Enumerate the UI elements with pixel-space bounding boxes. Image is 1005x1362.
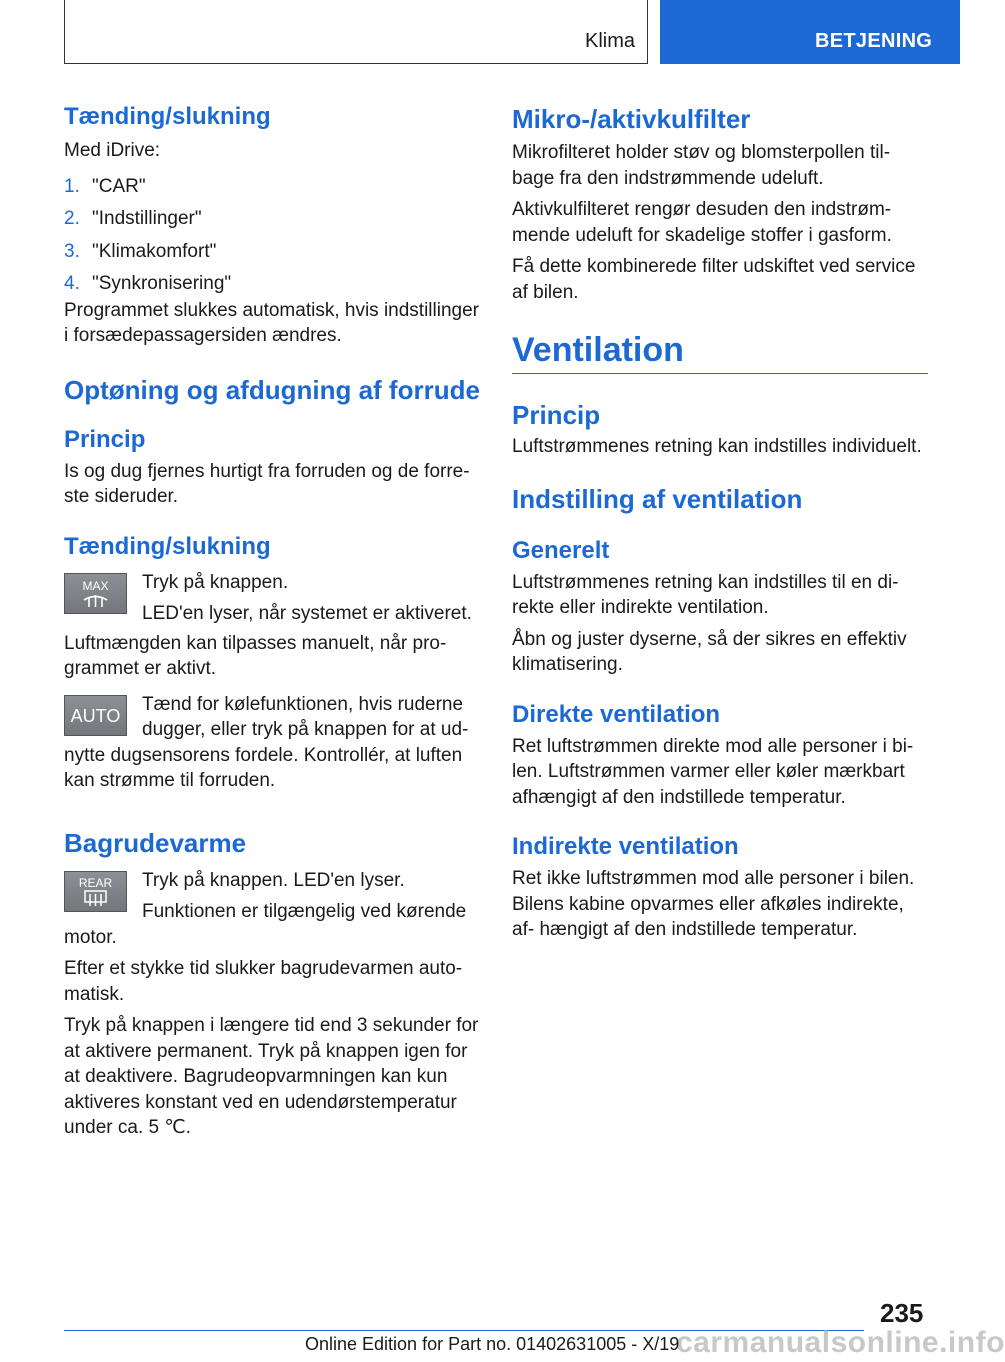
max-defrost-step-2: LED'en lyser, når systemet er aktiveret. [142,603,472,624]
subsection-title-general: Generelt [512,536,610,564]
section-title-defrost: Optøning og afdugning af forrude [64,374,480,405]
sync-note: Programmet slukkes automatisk, hvis indstillinger i forsædepassagersiden ændres. [64,299,479,346]
watermark: carmanualsonline.info [676,1326,1005,1359]
header-chapter-label: BETJENING [815,30,933,52]
footer-edition: Online Edition for Part no. 01402631005 - X/19 [305,1334,680,1354]
step-number: 1. [64,175,80,197]
filter-text-3: Få dette kombinerede filter udskiftet ved service af bilen. [512,256,916,303]
chapter-heading [512,329,928,374]
filter-text-1: Mikrofilteret holder støv og blomsterpollen til- bage fra den indstrømmende udeluft. [512,142,891,189]
max-defrost-button-icon [64,573,127,614]
rear-heat-step-2: Funktionen er tilgængelig ved kørende motor. [64,901,467,948]
section-title-rear-heat: Bagrudevarme [64,827,247,858]
list-item [64,206,480,239]
subsection-title-direct: Direkte ventilation [512,700,721,728]
idrive-intro: Med iDrive: [64,140,161,161]
airflow-note: Luftmængden kan tilpasses manuelt, når pro- grammet er aktivt. [64,632,447,679]
filter-text-2: Aktivkulfilteret rengør desuden den indstrøm- mende udeluft for skadelige stoffer i gasform. [512,199,892,246]
chapter-title-ventilation: Ventilation [512,331,684,369]
section-title-principle: Princip [512,400,601,430]
list-item [64,239,480,272]
step-text: "Klimakomfort" [92,240,217,262]
step-text: "Synkronisering" [92,273,232,294]
general-text-2: Åbn og juster dyserne, så der sikres en effektiv klimatisering. [512,628,907,675]
max-defrost-step-1: Tryk på knappen. [142,571,289,593]
rear-defrost-button-icon [64,871,127,912]
right-column [512,100,928,943]
rear-heat-block [64,868,480,951]
auto-button-icon [64,695,127,736]
header-section-label: Klima [584,30,635,52]
idrive-steps-list [64,174,480,304]
auto-block [64,692,480,794]
step-text: "CAR" [92,175,146,197]
indirect-text: Ret ikke luftstrømmen mod alle personer i bilen. Bilens kabine opvarmes eller afkøles indirekte, af- hængigt af den indstillede temperatur. [512,868,915,940]
max-icon-label: MAX [82,578,109,593]
general-text-1: Luftstrømmenes retning kan indstilles til en di- rekte eller indirekte ventilation. [512,571,899,618]
max-defrost-block [64,570,480,627]
subsection-title-principle: Princip [64,425,146,453]
subsection-title-defrost-on-off: Tænding/slukning [64,532,271,560]
step-number: 2. [64,208,80,229]
rear-heat-permanent: Tryk på knappen i længere tid end 3 sekunder for at aktivere permanent. Tryk på knappen igen for at deaktivere. Bagrudeopvarmningen kan kun aktiveres konstant ved en udendørstemperatur under ca. 5 ℃. [64,1015,479,1138]
rear-heat-step-1: Tryk på knappen. LED'en lyser. [142,869,405,891]
left-column [64,100,480,1141]
list-item [64,174,480,207]
section-title-filter: Mikro-/aktivkulfilter [512,104,751,134]
rear-icon-label: REAR [78,875,113,890]
principle-text: Luftstrømmenes retning kan indstilles individuelt. [512,436,922,457]
section-title-on-off: Tænding/slukning [64,103,271,130]
step-number: 3. [64,240,80,262]
auto-text: Tænd for kølefunktionen, hvis ruderne dugger, eller tryk på knappen for at ud- nytte dugsensorens fordele. Kontrollér, at luften kan strømme til forruden. [64,693,469,791]
rear-heat-auto-off: Efter et stykke tid slukker bagrudevarmen auto- matisk. [64,958,463,1005]
section-title-adjust-ventilation: Indstilling af ventilation [512,483,803,514]
step-number: 4. [64,273,80,294]
subsection-title-indirect: Indirekte ventilation [512,833,739,860]
header-section-box [64,0,648,64]
page-number: 235 [880,1298,924,1328]
step-text: "Indstillinger" [92,208,202,229]
defrost-principle-text: Is og dug fjernes hurtigt fra forruden og de forre- ste sideruder. [64,460,470,507]
direct-text: Ret luftstrømmen direkte mod alle personer i bi- len. Luftstrømmen varmer eller køler mærkbart afhængigt af den indstillede temperatur. [512,735,914,808]
auto-icon-label: AUTO [70,705,121,726]
header-chapter-tab [660,0,960,64]
